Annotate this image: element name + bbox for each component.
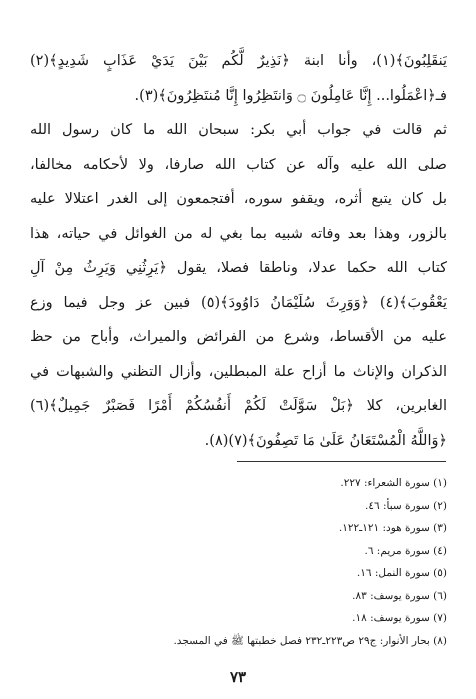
footnote: (٢) سورة سبأ: ٤٦. xyxy=(365,499,447,512)
footnote: (٤) سورة مريم: ٦. xyxy=(364,544,447,557)
footnotes xyxy=(30,472,447,652)
footnote: (٧) سورة يوسف: ١٨. xyxy=(352,612,447,624)
text-line: ثم قالت في جواب أبي بكر: سبحان الله ما كان رسول الله xyxy=(30,122,447,138)
text-line: بالزور، وهذا بعد وفاته شبيه بما بغي له من الغوائل في حياته، هذا xyxy=(30,225,447,242)
text-line: يَنقَلِبُونَ﴾(١)، وأنا ابنة ﴿نَذِيرٌ لَّكُم بَيْنَ يَدَيْ عَذَابٍ شَدِيدٍ﴾(٢) xyxy=(30,53,447,69)
footnote: (٨) بحار الأنوار: ج٢٩ ص٢٢٣ـ٢٣٢ فصل خطبتها ﷺ في المسجد. xyxy=(173,634,447,647)
text-line: الذكران والإناث ما أزاح علة المبطلين، وأزال التظني والشبهات في xyxy=(30,363,447,380)
main-text xyxy=(30,44,447,458)
footnote: (٣) سورة هود: ١٢١ـ١٢٢. xyxy=(338,522,447,534)
text-line: ﴿وَاللَّهُ الْمُسْتَعَانُ عَلَىٰ مَا تَصِفُونَ﴾(٧)(٨). xyxy=(204,432,447,449)
footnote-divider xyxy=(237,461,446,462)
page-number: ٧٣ xyxy=(229,668,247,686)
text-line: يَعْقُوبَ﴾(٤) ﴿وَوَرِثَ سُلَيْمَانُ دَاوُودَ﴾(٥) فبين عز وجل فيما وزع xyxy=(30,294,447,311)
text-line: فـ﴿اعْمَلُوا... إِنَّا عَامِلُونَ ۝ وَانتَظِرُوا إِنَّا مُنتَظِرُونَ﴾(٣). xyxy=(134,87,447,104)
footnote: (٦) سورة يوسف: ٨٣. xyxy=(352,589,447,602)
footnote: (١) سورة الشعراء: ٢٢٧. xyxy=(340,477,447,489)
text-line: بل كان يتبع أثره، ويقفو سوره، أفتجمعون إلى الغدر اعتلالا عليه xyxy=(30,191,447,207)
text-line: كتاب الله حكما عدلا، وناطقا فصلا، يقول ﴿يَرِثُنِي وَيَرِثُ مِنْ آلِ xyxy=(30,260,447,276)
text-line: الغابرين، كلا ﴿بَلْ سَوَّلَتْ لَكُمْ أَنفُسُكُمْ أَمْرًا فَصَبْرٌ جَمِيلٌ﴾(٦) xyxy=(30,398,447,414)
text-line: عليه من الأقساط، وشرع من الفرائض والميراث، وأباح من حظ xyxy=(30,329,447,345)
text-line: صلى الله عليه وآله عن كتاب الله صارفا، ولا لأحكامه مخالفا، xyxy=(30,156,447,173)
footnote: (٥) سورة النمل: ١٦. xyxy=(356,567,447,579)
